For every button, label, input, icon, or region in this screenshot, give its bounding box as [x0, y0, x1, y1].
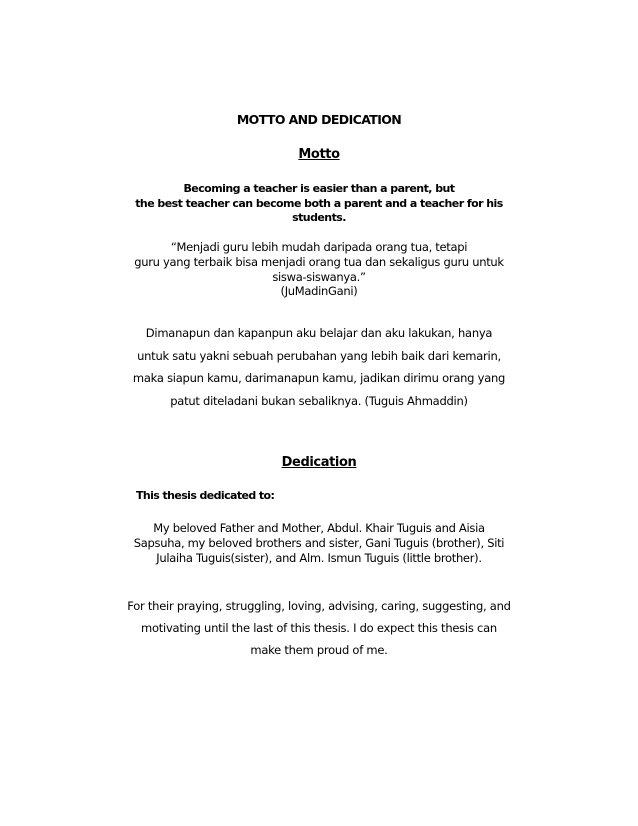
motto-heading: Motto — [298, 147, 340, 162]
dedication-closing-line: For their praying, struggling, loving, advising, caring, suggesting, and — [127, 599, 511, 613]
dedication-family-line: Julaiha Tuguis(sister), and Alm. Ismun Tuguis (little brother). — [156, 551, 482, 565]
dedication-closing-line: make them proud of me. — [250, 643, 388, 657]
motto-paragraph-line: maka siapun kamu, darimanapun kamu, jadikan dirimu orang yang — [132, 371, 506, 385]
motto-quote-line: siswa-siswanya.” — [272, 270, 366, 284]
motto-english-line: Becoming a teacher is easier than a parent, but — [183, 182, 455, 195]
motto-english-line: the best teacher can become both a parent and a teacher for his — [135, 197, 503, 210]
motto-paragraph-line: patut diteladani bukan sebaliknya. (Tuguis Ahmaddin) — [170, 394, 468, 408]
page-title: MOTTO AND DEDICATION — [236, 112, 402, 127]
dedication-family-line: My beloved Father and Mother, Abdul. Khair Tuguis and Aisia — [153, 521, 485, 535]
motto-quote-line: guru yang terbaik bisa menjadi orang tua dan sekaligus guru untuk — [134, 255, 504, 269]
motto-paragraph-line: Dimanapun dan kapanpun aku belajar dan aku lakukan, hanya — [145, 326, 493, 340]
motto-paragraph-line: untuk satu yakni sebuah perubahan yang lebih baik dari kemarin, — [137, 349, 501, 363]
dedication-family-line: Sapsuha, my beloved brothers and sister, Gani Tuguis (brother), Siti — [133, 536, 505, 550]
motto-quote-attribution: (JuMadinGani) — [280, 284, 358, 298]
motto-english-line: students. — [292, 211, 346, 224]
dedication-closing-line: motivating until the last of this thesis. I do expect this thesis can — [141, 621, 497, 635]
motto-quote-line: “Menjadi guru lebih mudah daripada orang tua, tetapi — [170, 240, 468, 254]
dedication-intro: This thesis dedicated to: — [136, 489, 275, 502]
dedication-heading: Dedication — [281, 455, 357, 470]
